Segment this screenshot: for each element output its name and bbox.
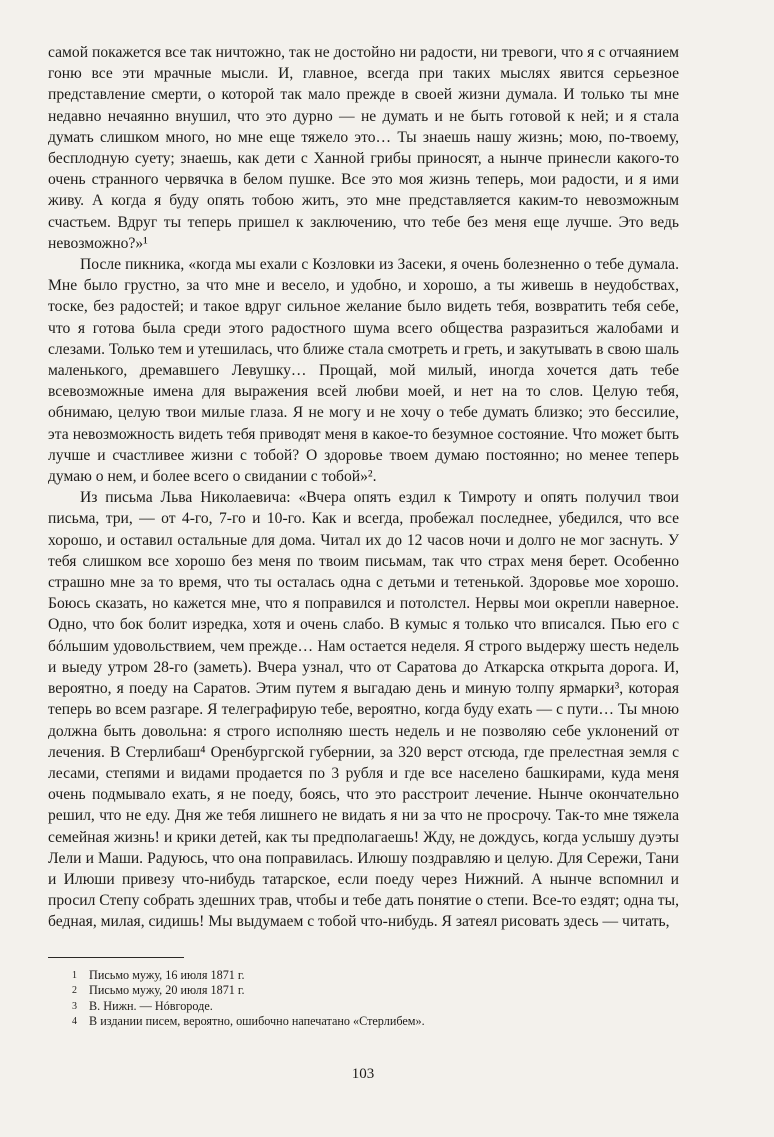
paragraph-2: После пикника, «когда мы ехали с Козловки из Засеки, я очень болезненно о тебе думала. Мне было грустно, за что мне и весело, и удобно, и хорошо, а ты живешь в неудобствах, тоске, без радостей; и такое вдруг сильное желание было видеть тебя, возвратить тебя себе, что я готова была среди этого радостного шума всего общества разразиться жалобами и слезами. Только тем и утешилась, что ближе стала смотреть и греть, и закутывать в свою шаль маленького, дремавшего Левушку… Прощай, мой милый, иногда хочется дать тебе всевозможные имена для выражения всей любви моей, и нет на то слов. Целую тебя, обнимаю, целую твои милые глаза. Я не могу и не хочу о тебе думать близко; это бессилие, эта невозможность видеть тебя приводят меня в какое-то безумное состояние. Что может быть лучше и счастливее жизни с тобой? О здоровье твоем думаю постоянно; но менее теперь думаю о нем, и более всего о свидании с тобой»². [48, 256, 679, 486]
footnote-4 [72, 1014, 679, 1030]
paragraph-3: Из письма Льва Николаевича: «Вчера опять ездил к Тимроту и опять получил твои письма, три, — от 4-го, 7-го и 10-го. Как и всегда, пробежал последнее, убедился, что все хорошо, и оставил остальные для дома. Читал их до 12 часов ночи и долго не мог заснуть. У тебя слишком все хорошо без меня по твоим письмам, так что страх меня берет. Особенно страшно мне за то время, что ты осталась одна с детьми и тетенькой. Здоровье мое хорошо. Боюсь сказать, но кажется мне, что я поправился и потолстел. Нервы мои окрепли наверное. Одно, что бок болит изредка, хотя и очень слабо. В кумыс я только что вписался. Пью его с бóльшим удовольствием, чем прежде… Нам остается неделя. Я строго выдержу шесть недель и выеду утром 28-го (заметь). Вчера узнал, что от Саратова до Аткарска открыта дорога. И, вероятно, я поеду на Саратов. Этим путем я выгадаю день и миную толпу ярмарки³, которая теперь во всем разгаре. Я телеграфирую тебе, вероятно, когда буду ехать — с пути… Ты мною должна быть довольна: я строго исполняю шесть недель и не позволяю себе уклонений от лечения. В Стерлибаш⁴ Оренбургской губернии, за 320 верст отсюда, где прелестная земля с лесами, степями и видами продается по 3 рубля и где все населено башкирами, куда меня очень подмывало ехать, я не поеду, боясь, что это расстроит лечение. Нынче окончательно решил, что не еду. Дня же тебя лишнего не видать я ни за что не просрочу. Так-то мне тяжела семейная жизнь! и крики детей, как ты предполагаешь! Жду, не дождусь, когда услышу дуэты Лели и Маши. Радуюсь, что она поправилась. Илюшу поздравляю и целую. Для Сережи, Тани и Илюши привезу что-нибудь татарское, если поеду через Нижний. А нынче вспомнил и просил Степу собрать здешних трав, чтобы и тебе дать понятие о степи. Все-то ездят; одна ты, бедная, милая, сидишь! Мы выдумаем с тобой что-нибудь. Я затеял рисовать здесь — читать, [48, 489, 679, 931]
main-text [48, 42, 679, 933]
footnotes [48, 968, 679, 1030]
footnote-2 [72, 983, 679, 999]
footnote-text: В. Нижн. — Нóвгороде. [89, 998, 213, 1013]
footnote-text: В издании писем, вероятно, ошибочно напечатано «Стерлибем». [89, 1014, 425, 1029]
page-number: 103 [351, 1066, 375, 1082]
footnote-1 [72, 968, 679, 984]
paragraph-1: самой покажется все так ничтожно, так не достойно ни радости, ни тревоги, что я с отчаянием гоню все эти мрачные мысли. И, главное, всегда при таких мыслях явится серьезное представление смерти, о которой так мало прежде в своей жизни думала. И только ты мне недавно нечаянно внушил, что это дурно — не думать и не быть готовой к ней; и я стала думать слишком много, но мне еще тяжело это… Ты знаешь нашу жизнь; мою, по-твоему, бесплодную суету; знаешь, как дети с Ханной грибы приносят, а нынче принесли какого-то очень странного червячка в белом пушке. Все это моя жизнь теперь, мои радости, и я ими живу. А когда я буду опять тобою жить, это мне представляется каким-то невозможным счастьем. Вдруг ты теперь пришел к заключению, что тебе без меня еще лучше. Это ведь невозможно?»¹ [48, 44, 679, 252]
footnote-number: 4 [72, 1016, 77, 1028]
footnote-separator [48, 957, 184, 958]
footnote-3 [72, 999, 679, 1015]
footnote-text: Письмо мужу, 20 июля 1871 г. [89, 983, 245, 998]
footnote-number: 1 [72, 969, 77, 981]
footnote-number: 2 [72, 985, 77, 997]
footnote-text: Письмо мужу, 16 июля 1871 г. [89, 967, 245, 982]
footnote-number: 3 [72, 1000, 77, 1012]
